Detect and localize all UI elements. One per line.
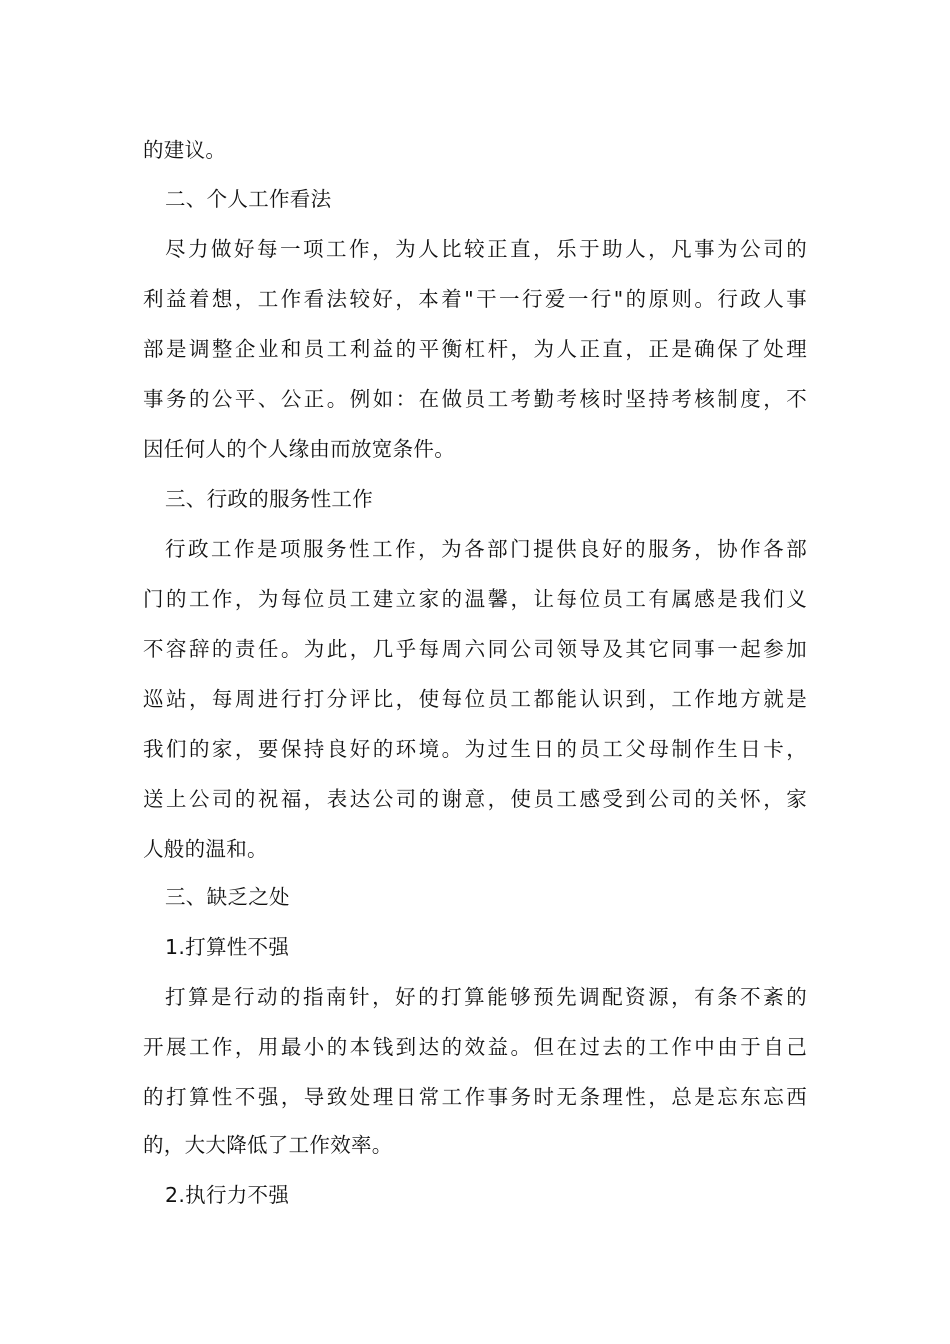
paragraph-line: 尽力做好每一项工作，为人比较正直，乐于助人，凡事为公司的 [165,237,807,261]
paragraph-line: 送上公司的祝福，表达公司的谢意，使员工感受到公司的关怀，家 [143,787,807,811]
paragraph-line: 打算是行动的指南针，好的打算能够预先调配资源，有条不紊的 [165,985,807,1009]
paragraph-line: 部是调整企业和员工利益的平衡杠杆，为人正直，正是确保了处理 [143,337,807,361]
paragraph-line: 巡站，每周进行打分评比，使每位员工都能认识到，工作地方就是 [143,687,807,711]
section-heading: 二、个人工作看法 [165,187,332,211]
paragraph-line: 因任何人的个人缘由而放宽条件。 [143,437,455,461]
subsection-heading: 1.打算性不强 [165,935,290,959]
paragraph-line: 门的工作，为每位员工建立家的温馨，让每位员工有属感是我们义 [143,587,807,611]
paragraph-line: 的，大大降低了工作效率。 [143,1133,393,1157]
paragraph-line: 我们的家，要保持良好的环境。为过生日的员工父母制作生日卡， [143,737,807,761]
section-heading: 三、缺乏之处 [165,885,290,909]
paragraph-line: 人般的温和。 [143,837,268,861]
paragraph-line: 行政工作是项服务性工作，为各部门提供良好的服务，协作各部 [165,537,807,561]
paragraph-line: 开展工作，用最小的本钱到达的效益。但在过去的工作中由于自己 [143,1035,807,1059]
paragraph-line: 利益着想，工作看法较好，本着"干一行爱一行"的原则。行政人事 [143,287,807,311]
section-heading: 三、行政的服务性工作 [165,487,373,511]
paragraph-line: 的建议。 [143,138,227,162]
paragraph-line: 事务的公平、公正。例如：在做员工考勤考核时坚持考核制度，不 [143,387,807,411]
paragraph-line: 的打算性不强，导致处理日常工作事务时无条理性，总是忘东忘西 [143,1085,807,1109]
paragraph-line: 不容辞的责任。为此，几乎每周六同公司领导及其它同事一起参加 [143,637,807,661]
subsection-heading: 2.执行力不强 [165,1183,290,1207]
